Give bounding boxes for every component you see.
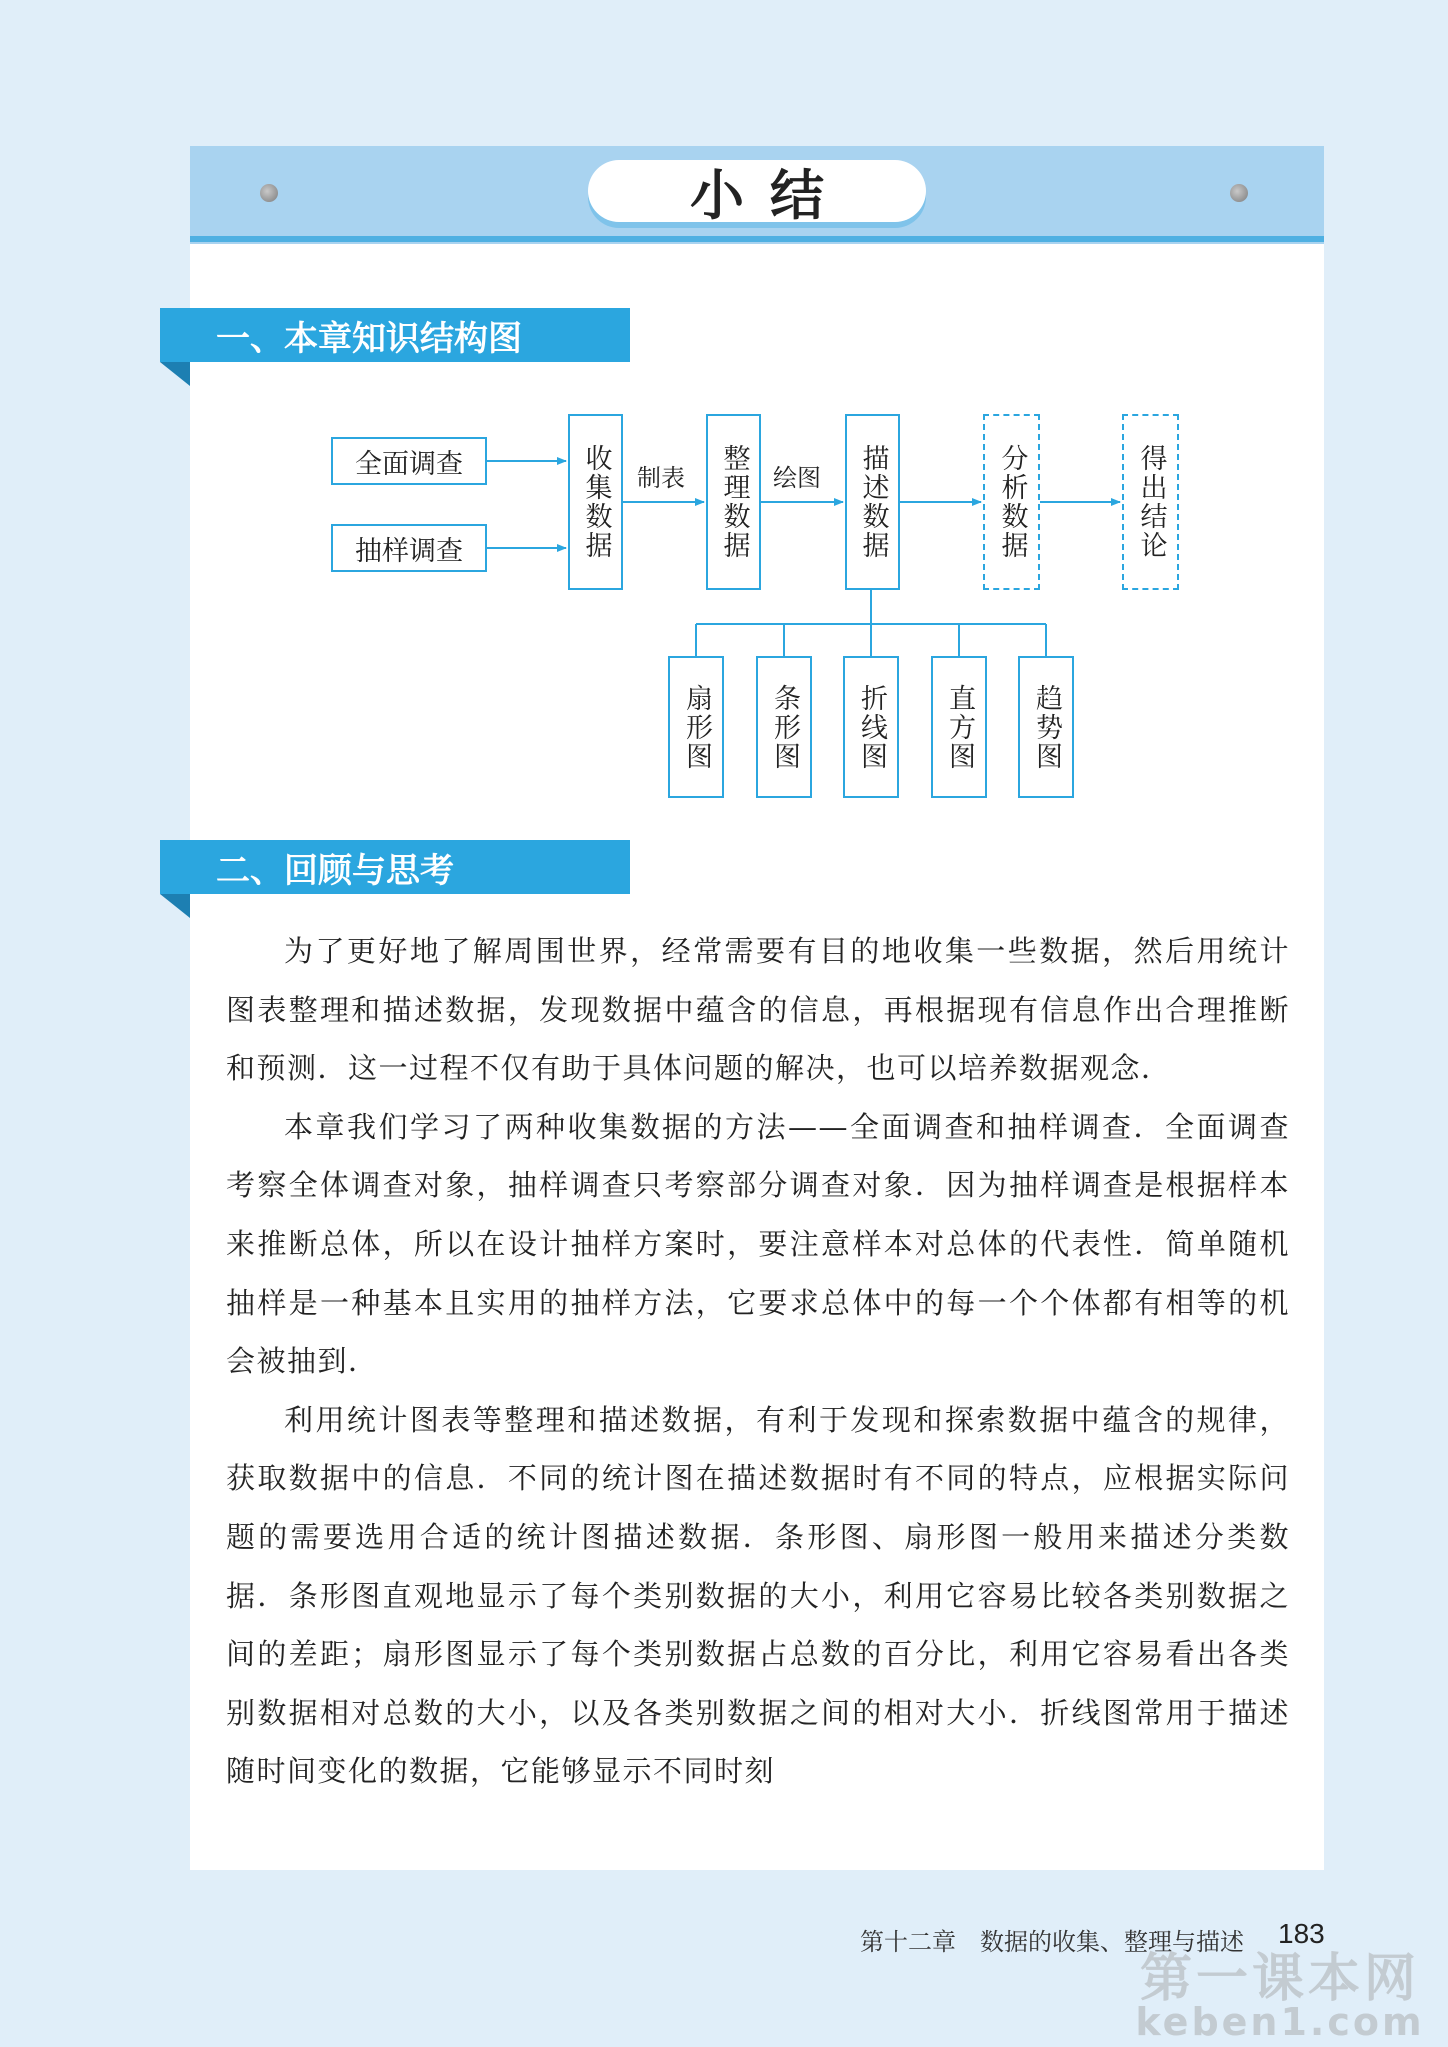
node-organize-data: 整理数据	[706, 414, 761, 590]
node-sample-survey: 抽样调查	[331, 524, 487, 572]
node-trend-chart: 趋势图	[1018, 656, 1074, 798]
node-bar-chart: 条形图	[756, 656, 812, 798]
node-histogram: 直方图	[931, 656, 987, 798]
node-collect-data: 收集数据	[568, 414, 623, 590]
node-analyze-data: 分析数据	[983, 414, 1040, 590]
paragraph-1: 为了更好地了解周围世界，经常需要有目的地收集一些数据，然后用统计图表整理和描述数据，发现数据中蕴含的信息，再根据现有信息作出合理推断和预测．这一过程不仅有助于具体问题的解决，也可以培养数据观念．	[226, 934, 1290, 1086]
paragraph-2: 本章我们学习了两种收集数据的方法——全面调查和抽样调查．全面调查考察全体调查对象，抽样调查只考察部分调查对象．因为抽样调查是根据样本来推断总体，所以在设计抽样方案时，要注意样本对总体的代表性．简单随机抽样是一种基本且实用的抽样方法，它要求总体中的每一个个体都有相等的机会被抽到．	[226, 1109, 1290, 1379]
section-heading-review: 二、回顾与思考	[160, 840, 630, 894]
node-line-chart: 折线图	[843, 656, 899, 798]
edge-label-draw: 绘图	[773, 464, 821, 492]
header-dot-left	[260, 184, 278, 202]
node-describe-data: 描述数据	[845, 414, 900, 590]
node-pie-chart: 扇形图	[668, 656, 724, 798]
node-draw-conclusion: 得出结论	[1122, 414, 1179, 590]
edge-label-tabulate: 制表	[637, 464, 685, 492]
watermark-text: 第一课本网	[1139, 1949, 1420, 2009]
title-pill	[588, 160, 926, 227]
section-heading-structure: 一、本章知识结构图	[160, 308, 630, 362]
header-underline	[190, 236, 1324, 242]
page-number: 183	[1278, 1918, 1325, 1949]
section-fold-structure	[160, 362, 190, 386]
page-title: 小结	[690, 162, 850, 227]
footer-chapter-title: 第十二章 数据的收集、整理与描述	[860, 1928, 1244, 1956]
review-body	[226, 922, 1290, 1801]
paragraph-3: 利用统计图表等整理和描述数据，有利于发现和探索数据中蕴含的规律，获取数据中的信息．不同的统计图在描述数据时有不同的特点，应根据实际问题的需要选用合适的统计图描述数据．条形图、扇形图一般用来描述分类数据．条形图直观地显示了每个类别数据的大小，利用它容易比较各类别数据之间的差距；扇形图显示了每个类别数据占总数的百分比，利用它容易看出各类别数据相对总数的大小，以及各类别数据之间的相对大小．折线图常用于描述随时间变化的数据，它能够显示不同时刻	[226, 1402, 1290, 1789]
header-dot-right	[1230, 184, 1248, 202]
section-fold-review	[160, 894, 190, 918]
watermark-url: keben1.com	[1135, 2000, 1425, 2044]
node-full-survey: 全面调查	[331, 437, 487, 485]
